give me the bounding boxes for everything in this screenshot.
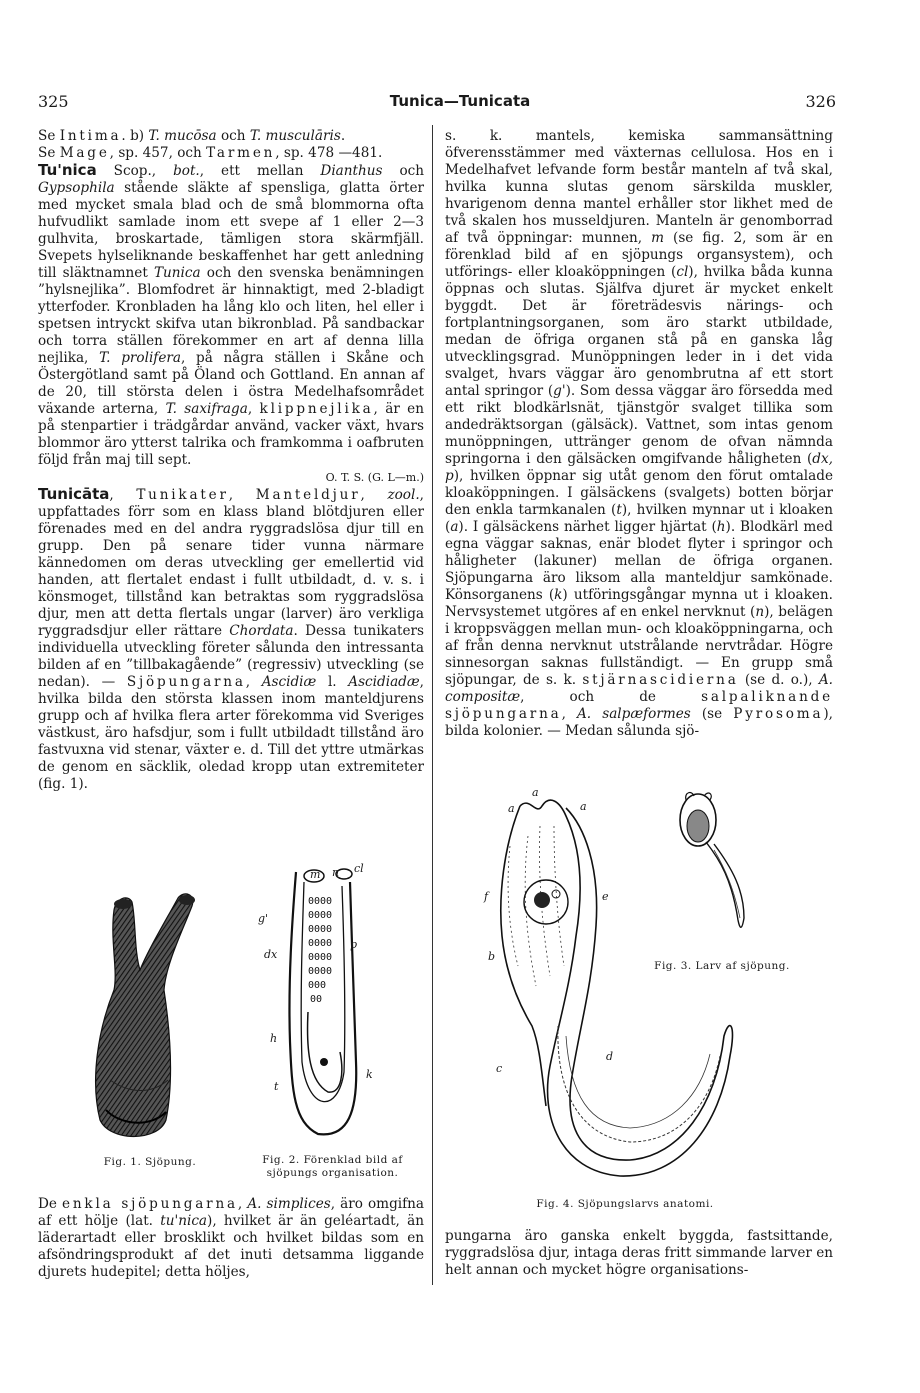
headword-tunicata: Tunicāta — [38, 485, 110, 503]
figure-4-label: c — [496, 1062, 503, 1075]
left-column — [38, 128, 424, 793]
figure-1-caption: Fig. 1. Sjöpung. — [103, 1156, 197, 1168]
figure-2-label: g' — [258, 912, 269, 925]
figure-2-caption: Fig. 2. Förenklad bild af sjöpungs organisation. — [262, 1154, 403, 1179]
figure-4-label: f — [484, 890, 489, 903]
right-column-bottom — [445, 1228, 833, 1279]
figure-4-label: d — [606, 1050, 614, 1063]
figure-4-label: a — [508, 802, 515, 815]
page-number-right: 326 — [805, 92, 836, 111]
figure-1-sea-squirt — [70, 880, 210, 1150]
svg-text:0000: 0000 — [308, 896, 333, 907]
figure-4-label: a — [532, 786, 539, 799]
sea-squirt-illustration — [70, 880, 210, 1150]
larva-illustration — [670, 790, 760, 940]
figure-2-label: t — [274, 1080, 279, 1093]
figure-4-label: e — [602, 890, 609, 903]
organisation-diagram — [258, 862, 378, 1152]
paragraph-mantle: s. k. mantels, kemiska sammansättning öfverensstämmer med växternas cellulosa. Hos en i Medelhafvet lefvande form består manteln af två skal, hvilka kunna slutas genom särskilda muskler, hvarigenom denna mantel erhåller stor likhet med de två skalen hos musseldjuren. Manteln är genomborrad af två öppningar: munnen, m (se fig. 2, som är en förenklad bild af en sjöpungs organsystem), och utförings- eller kloaköppningen (cl), hvilka båda kunna öppnas och slutas. Själfva djuret är mycket enkelt byggdt. Det är företrädesvis närings- och fortplantningsorganen, som äro starkt utbildade, medan de öfriga organen stå på en ganska låg utvecklingsgrad. Munöppningen leder in i det vida svalget, hvars väggar äro genombrutna af ett stort antal springor (g'). Som dessa väggar äro försedda med ett rikt blodkärlsnät, tjänstgör svalget tillika som andedräktsorgan (gälsäck). Vattnet, som intas genom munöppningen, uttränger genom de ofvan nämnda springorna i den gälsäcken omgifvande håligheten (dx, p), hvilken öppnar sig utåt genom den förut omtalade kloaköppningen. I gälsäckens (svalgets) botten börjar den enkla tarmkanalen (t), hvilken mynnar ut i kloaken (a). I gälsäckens närhet ligger hjärtat (h). Blodkärl med egna väggar saknas, enär blodet flyter i springor och håligheter (lakuner) mellan de öfriga organen. Sjöpungarna äro liksom alla manteldjur samkönade. Könsorganens (k) utföringsgångar mynna ut i kloaken. Nervsystemet utgöres af en enkel nervknut (n), belägen i kroppsväggen mellan mun- och kloaköppningarna, och af från denna nervknut utstrålande nervtrådar. Högre sinnesorgan saknas fullständigt. — En grupp små sjöpungar, de s. k. stjärnascidierna (se d. o.), A. compositæ, och de salpaliknande sjöpungarna, A. salpæformes (se Pyrosoma), bilda kolonier. — Medan sålunda sjö- — [445, 128, 834, 739]
column-divider — [432, 125, 433, 1285]
entry-tunicata: Tunicāta, Tunikater, Manteldjur, zool., uppfattades förr som en klass bland blötdjuren eller förenades med en del andra ryggradslösa djur till en grupp. Den på senare tider vunna närmare kännedomen om deras utveckling ger emellertid vid handen, att flertalet endast i fullt utbildadt, d. v. s. i könsmoget, tillstånd kan betraktas som ryggradslösa djur, men att detta flertals ungar (larver) äro verkliga ryggradsdjur eller rättare Chordata. Dessa tunikaters individuella utveckling företer sålunda den intressanta bilden af en ”tillbakagående” (regressiv) utveckling (se nedan). — Sjöpungarna, Ascidiæ l. Ascidiadæ, hvilka bilda den största klassen inom manteldjurens grupp och af hvilka flera arter förekomma vid Sveriges västkust, äro hafsdjur, som i fullt utbildadt tillstånd äro fastvuxna vid stenar, växter e. d. Till det yttre utmärkas de genom en säcklik, oledad kropp utan extremiteter (fig. 1). — [38, 485, 424, 792]
svg-text:0000: 0000 — [308, 910, 333, 921]
paragraph-simple-ascidians: De enkla sjöpungarna, A. simplices, äro omgifna af ett hölje (lat. tu'nica), hvilket är än geléartadt, än läderartadt eller brosklikt och hvilket bildas som en afsöndringsprodukt af det inuti detsamma liggande djurets hudepitel; detta höljes, — [38, 1196, 425, 1280]
left-column-bottom — [38, 1196, 424, 1281]
svg-text:000: 000 — [308, 980, 327, 991]
svg-text:0000: 0000 — [308, 924, 333, 935]
figure-2-label: h — [270, 1032, 278, 1045]
figure-2-label: n — [332, 866, 340, 879]
page-number-left: 325 — [38, 92, 69, 111]
running-title: Tunica—Tunicata — [389, 92, 531, 110]
paragraph-larvae: pungarna äro ganska enkelt byggda, fastsittande, ryggradslösa djur, intaga deras fritt simmande larver en helt annan och mycket högre organisations- — [445, 1228, 834, 1278]
figure-4-label: a — [580, 800, 587, 813]
figure-2-label: cl — [354, 862, 364, 875]
figure-4-caption: Fig. 4. Sjöpungslarvs anatomi. — [536, 1198, 714, 1210]
svg-text:0000: 0000 — [308, 966, 333, 977]
figure-4-label: b — [488, 950, 496, 963]
svg-text:00: 00 — [310, 994, 323, 1005]
svg-text:0000: 0000 — [308, 952, 333, 963]
figure-2-label: p — [350, 938, 358, 951]
figure-3-larva — [670, 790, 760, 940]
figure-2-organisation — [258, 862, 378, 1152]
svg-text:0000: 0000 — [308, 938, 333, 949]
entry-tunica: Tu'nica Scop., bot., ett mellan Dianthus och Gypsophila stående släkte af spensliga, glatta örter med mycket smala blad och de små blommorna ofta hufvudlikt samlade inom ett svepe af 1 eller 2—3 gulhvita, broskartade, tämligen stora skärmfjäll. Svepets hylseliknande beskaffenhet har gett anledning till släktnamnet Tunica och den svenska benämningen ”hylsnejlika”. Blomfodret är hinnaktigt, med 2-bladigt ytterfoder. Kronbladen ha lång klo och liten, hel eller i spetsen intryckt skifva utan bikronblad. På sandbackar och torra ställen förekommer en art af denna lilla nejlika, T. prolifera, på några ställen i Skåne och Östergötland samt på Öland och Gottland. En annan af de 20, till största delen i östra Medelhafsområdet växande arterna, T. saxifraga, klippnejlika, är en på stenpartier i trädgårdar använd, vacker växt, hvars blommor äro ytterst talrika och framkomma i oafbruten följd från maj till sept. O. T. S. (G. L—m.) — [38, 161, 424, 484]
figure-2-label: dx — [264, 948, 278, 961]
author-signature: O. T. S. (G. L—m.) — [325, 471, 424, 484]
right-column — [445, 128, 833, 740]
figure-2-label: m — [310, 868, 321, 881]
figure-2-label: k — [366, 1068, 373, 1081]
figure-3-caption: Fig. 3. Larv af sjöpung. — [654, 960, 790, 972]
headword-tunica: Tu'nica — [38, 161, 97, 179]
intro-entry: Se Intima. b) T. mucōsa och T. musculāris. Se Mage, sp. 457, och Tarmen, sp. 478 —481. — [38, 128, 383, 161]
